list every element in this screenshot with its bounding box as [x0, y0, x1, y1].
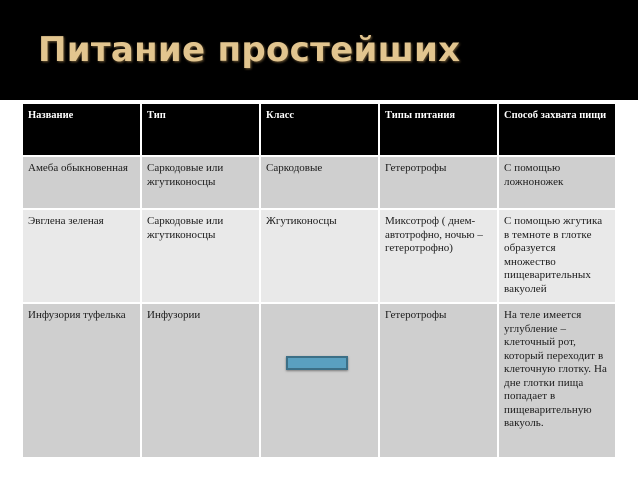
cell-name: Эвглена зеленая	[23, 210, 140, 302]
column-header-type: Тип	[142, 104, 259, 155]
cell-type: Саркодовые или жгутиконосцы	[142, 157, 259, 208]
cell-class	[261, 304, 378, 457]
title-bar	[0, 0, 638, 100]
cell-nutrition: Миксотроф ( днем- автотрофно, ночью – гетеротрофно)	[380, 210, 497, 302]
cell-capture: С помощью ложноножек	[499, 157, 615, 208]
cell-type: Инфузории	[142, 304, 259, 457]
cell-nutrition: Гетеротрофы	[380, 304, 497, 457]
cell-class: Саркодовые	[261, 157, 378, 208]
cell-capture: На теле имеется углубление – клеточный рот, который переходит в клеточную глотку. На дне глотки пища попадает в пищеварительную вакуоль.	[499, 304, 615, 457]
cell-capture: С помощью жгутика в темноте в глотке образуется множество пищеварительных вакуолей	[499, 210, 615, 302]
cell-type: Саркодовые или жгутиконосцы	[142, 210, 259, 302]
page-title: Питание простейших	[38, 30, 461, 70]
cell-nutrition: Гетеротрофы	[380, 157, 497, 208]
table-header-row	[23, 104, 615, 155]
cell-name: Инфузория туфелька	[23, 304, 140, 457]
cell-name: Амеба обыкновенная	[23, 157, 140, 208]
column-header-name: Название	[23, 104, 140, 155]
cell-class: Жгутиконосцы	[261, 210, 378, 302]
nutrition-table	[21, 102, 617, 459]
broken-image-placeholder	[286, 356, 348, 370]
table-row	[23, 210, 615, 302]
column-header-nutrition: Типы питания	[380, 104, 497, 155]
column-header-capture: Способ захвата пищи	[499, 104, 615, 155]
table-row	[23, 157, 615, 208]
table-row	[23, 304, 615, 457]
column-header-class: Класс	[261, 104, 378, 155]
